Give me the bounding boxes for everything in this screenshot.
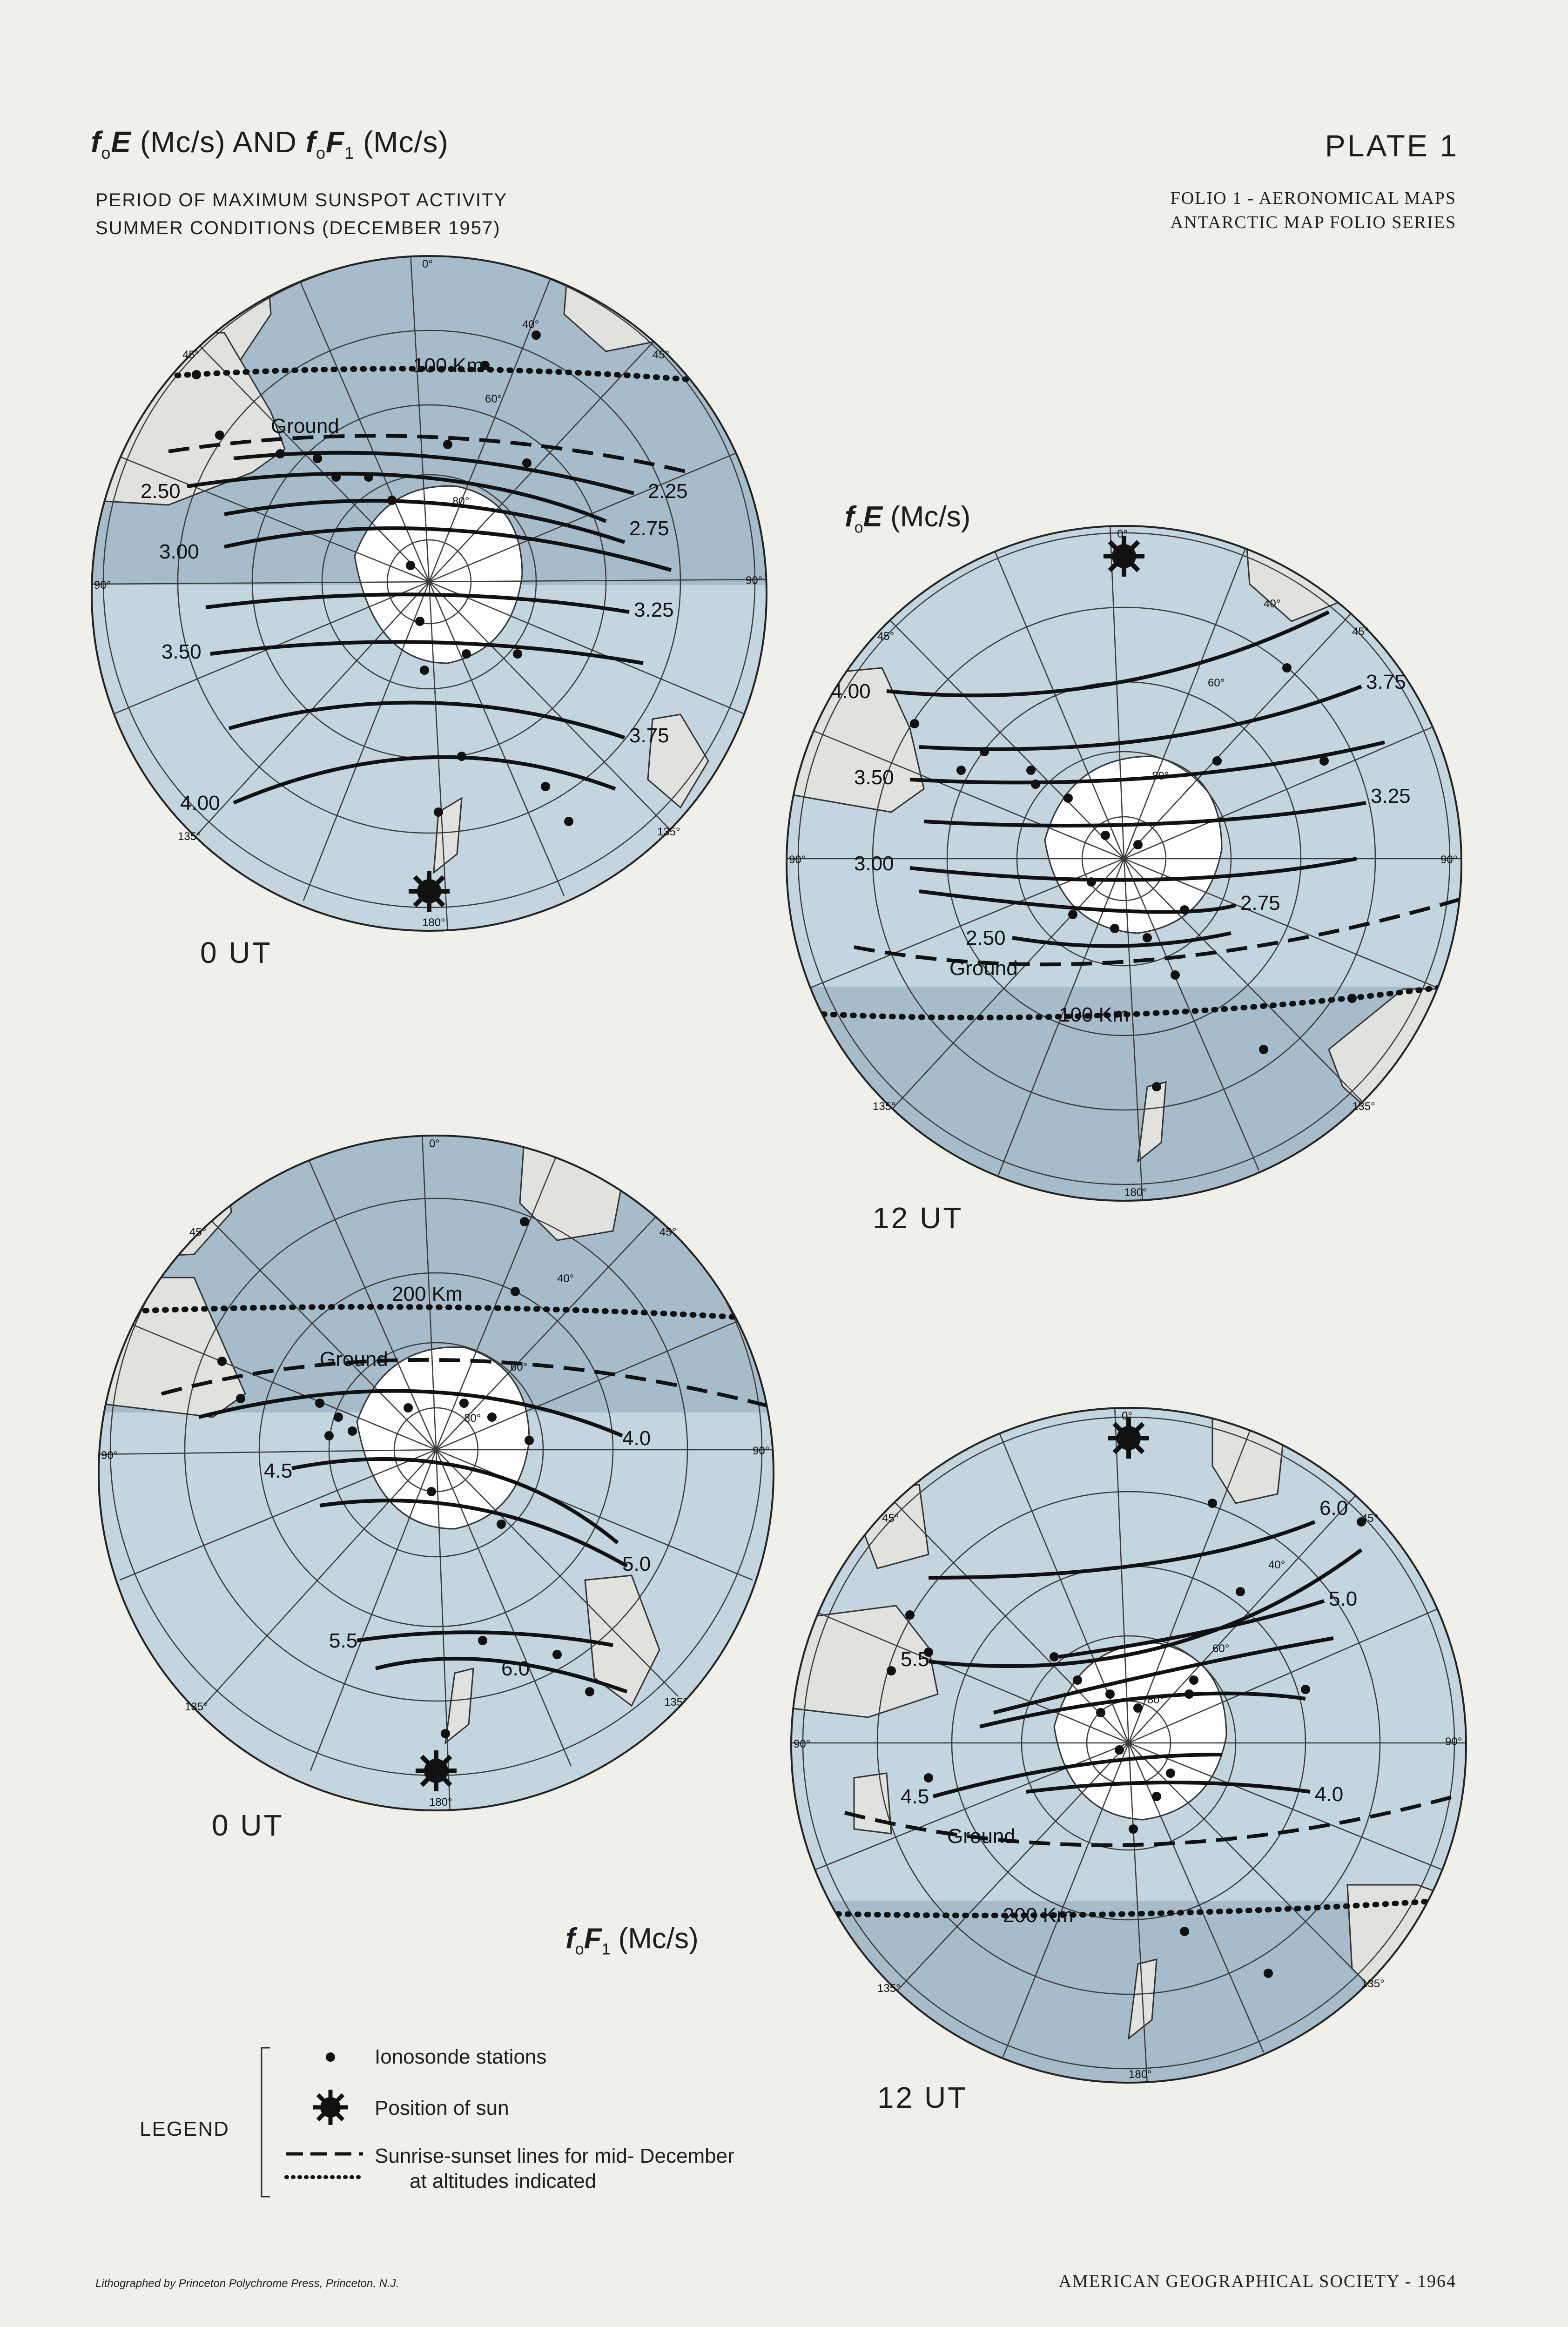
map3-deg-label: 60° [511, 1361, 528, 1373]
map3-ut: 0 UT [212, 1809, 284, 1842]
map-title-fof1: $f_oF_1$ (Mc/s) [565, 1923, 699, 1958]
map1-contour-label: 3.25 [634, 599, 674, 621]
map2-contour-label: 4.00 [831, 680, 871, 703]
map2-contour-label: 3.50 [854, 766, 894, 789]
legend-sun-icon [313, 2090, 348, 2125]
map3-contour-label: 4.0 [622, 1427, 651, 1450]
map1-terminator-label: 100 Km [413, 354, 484, 377]
map4-contour-label: 5.0 [1329, 1587, 1358, 1610]
map2-deg-label: 0° [1117, 528, 1128, 540]
map4-terminator-label: 200 Km [1003, 1904, 1074, 1927]
map3-deg-label: 135° [664, 1696, 687, 1708]
map2-deg-label: 80° [1152, 770, 1169, 782]
plate-title: $f_oE$ (Mc/s) AND $f_oF_1$ (Mc/s) [91, 125, 449, 162]
map2-polar-map [784, 524, 1464, 1203]
legend-station-icon [326, 2052, 335, 2062]
map3-contour-label: 6.0 [501, 1657, 530, 1680]
map1-ground-label: Ground [271, 415, 339, 437]
map4-deg-label: 135° [1361, 1977, 1385, 1990]
map4-deg-label: 0° [1122, 1410, 1132, 1422]
map1-contour-label: 2.25 [648, 480, 688, 503]
map3-contour-label: 5.5 [329, 1629, 358, 1652]
publisher-credit: AMERICAN GEOGRAPHICAL SOCIETY - 1964 [1058, 2272, 1456, 2291]
map3-deg-label: 180° [429, 1796, 452, 1809]
map1-polar-map [89, 254, 769, 933]
map2-ut: 12 UT [873, 1201, 963, 1235]
map1-deg-label: 180° [422, 916, 445, 929]
map4-deg-label: 90° [794, 1738, 811, 1750]
map4-deg-label: 40° [1268, 1559, 1285, 1571]
map2-contour-label: 3.25 [1371, 785, 1411, 807]
map3-deg-label: 135° [185, 1701, 208, 1713]
map1-contour-label: 3.50 [162, 640, 202, 663]
map2-terminator-label: 100 Km [1059, 1003, 1130, 1026]
map3-deg-label: 45° [660, 1226, 677, 1238]
map3-deg-label: 90° [753, 1445, 770, 1457]
map4-contour-label: 5.5 [901, 1648, 929, 1671]
map2-deg-label: 40° [1264, 598, 1281, 610]
map1-contour-label: 4.00 [180, 792, 220, 814]
map2-deg-label: 180° [1124, 1186, 1147, 1199]
map3-deg-label: 40° [557, 1272, 574, 1285]
map1-contour-label: 3.75 [629, 724, 669, 747]
map4-deg-label: 180° [1129, 2068, 1152, 2081]
map1-ut: 0 UT [200, 936, 272, 969]
map2-contour-label: 2.75 [1240, 892, 1280, 915]
map4-contour-label: 6.0 [1319, 1497, 1348, 1520]
map1-deg-label: 45° [182, 349, 200, 361]
map1-deg-label: 45° [653, 349, 670, 361]
map2-ground-label: Ground [949, 957, 1018, 980]
legend-item-sunrise: Sunrise-sunset lines for mid- December [375, 2145, 734, 2167]
map4-ground-label: Ground [947, 1825, 1016, 1848]
plate-number: PLATE 1 [1325, 128, 1459, 163]
map4-polar-map [789, 1406, 1468, 2085]
map3-deg-label: 0° [429, 1137, 440, 1150]
map2-deg-label: 60° [1208, 677, 1225, 689]
folio-info: FOLIO 1 - AERONOMICAL MAPS ANTARCTIC MAP FOLIO SERIES [1170, 188, 1456, 232]
legend-graphics [251, 2043, 391, 2201]
legend-item-altitudes: at altitudes indicated [410, 2170, 597, 2192]
map1-deg-label: 90° [94, 579, 111, 592]
printer-credit: Lithographed by Princeton Polychrome Press, Princeton, N.J. [95, 2277, 399, 2290]
map2-deg-label: 135° [1352, 1100, 1375, 1113]
map4-contour-label: 4.5 [901, 1785, 929, 1808]
map4-deg-label: 60° [1212, 1642, 1230, 1655]
map1-contour-label: 3.00 [159, 540, 199, 563]
map4-deg-label: 45° [882, 1512, 899, 1525]
map3-deg-label: 45° [189, 1226, 207, 1238]
map2-deg-label: 45° [877, 630, 895, 643]
map1-deg-label: 40° [522, 318, 539, 331]
map3-polar-map [96, 1133, 776, 1813]
map2-contour-label: 3.00 [854, 852, 894, 875]
map4-contour-label: 4.0 [1315, 1783, 1344, 1806]
map3-ground-label: Ground [320, 1348, 388, 1371]
map4-deg-label: 45° [1361, 1512, 1379, 1525]
map3-contour-label: 5.0 [622, 1553, 651, 1575]
map1-contour-label: 2.50 [141, 480, 181, 503]
legend-item-stations: Ionosonde stations [375, 2045, 547, 2068]
map1-deg-label: 90° [746, 574, 763, 587]
map1-deg-label: 0° [422, 258, 433, 270]
map2-deg-label: 90° [1440, 854, 1458, 866]
map2-contour-label: 3.75 [1366, 671, 1406, 693]
map4-deg-label: 135° [877, 1982, 901, 1995]
map2-contour-label: 2.50 [966, 927, 1006, 949]
map3-contour-label: 4.5 [264, 1459, 293, 1482]
map1-deg-label: 80° [452, 495, 470, 508]
map1-deg-label: 135° [657, 826, 680, 838]
map3-terminator-label: 200 Km [392, 1283, 463, 1305]
map4-deg-label: 80° [1147, 1694, 1164, 1706]
map1-contour-label: 2.75 [629, 517, 669, 540]
map2-deg-label: 90° [789, 854, 806, 866]
map4-deg-label: 90° [1445, 1735, 1462, 1748]
legend-title: LEGEND [140, 2118, 229, 2140]
map1-deg-label: 60° [485, 393, 502, 405]
subtitle: PERIOD OF MAXIMUM SUNSPOT ACTIVITY SUMMER CONDITIONS (DECEMBER 1957) [95, 190, 508, 238]
map4-ut: 12 UT [877, 2081, 968, 2114]
legend-item-sun: Position of sun [375, 2097, 509, 2119]
map2-deg-label: 45° [1352, 625, 1369, 638]
map3-deg-label: 80° [464, 1412, 481, 1425]
map1-deg-label: 135° [178, 830, 201, 843]
map2-deg-label: 135° [873, 1100, 896, 1113]
map3-deg-label: 90° [101, 1449, 118, 1462]
map-title-foe: $f_oE$ (Mc/s) [845, 501, 971, 537]
